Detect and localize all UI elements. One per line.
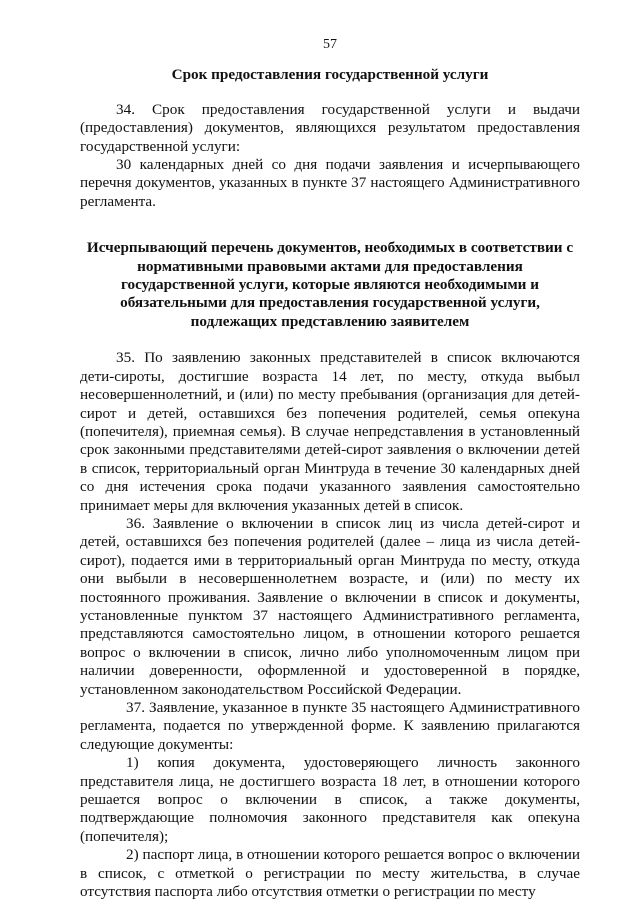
paragraph-35: 35. По заявлению законных представителей в список включаются дети-сироты, достигшие возраста 14 лет, по месту, откуда выбыл несовершеннолетний, и (или) по месту пребывания (организация для детей-сирот и детей, оставшихся без попечения родителей, семья опекуна (попечителя), приемная семья). В случае непредставления в установленный срок законными представителями детей-сирот заявления о включении детей в список, территориальный орган Минтруда в течение 30 календарных дней со дня истечения срока подачи указанного заявления самостоятельно принимает меры для включения указанных детей в список. xyxy=(80,349,580,514)
paragraph-37: 37. Заявление, указанное в пункте 35 настоящего Административного регламента, подается по утвержденной форме. К заявлению прилагаются следующие документы: xyxy=(80,699,580,753)
document-page xyxy=(80,36,580,901)
paragraph-37-item-1: 1) копия документа, удостоверяющего личность законного представителя лица, не достигшего возраста 18 лет, в отношении которого решается вопрос о включении в список, а также документы, подтверждающие полномочия законного представителя как опекуна (попечителя); xyxy=(80,754,580,845)
paragraph-37-item-2: 2) паспорт лица, в отношении которого решается вопрос о включении в список, с отметкой о регистрации по месту жительства, в случае отсутствия паспорта либо отсутствия отметки о регистрации по месту xyxy=(80,846,580,901)
paragraph-36: 36. Заявление о включении в список лиц из числа детей-сирот и детей, оставшихся без попечения родителей (далее – лица из числа детей-сирот), подается ими в территориальный орган Минтруда по месту, откуда они выбыли в несовершеннолетнем возрасте, и (или) по месту их постоянного проживания. Заявление о включении в список и документы, установленные пунктом 37 настоящего Административного регламента, представляются самостоятельно лицом, в отношении которого решается вопрос о включении в список, лично либо уполномоченным лицом при наличии доверенности, оформленной и удостоверенной в порядке, установленном законодательством Российской Федерации. xyxy=(80,514,580,698)
section-heading-documents-list: Исчерпывающий перечень документов, необходимых в соответствии с нормативными правовыми актами для предоставления государственной услуги, которые являются необходимыми и обязательными для предоставления государственной услуги, подлежащих представлению заявителем xyxy=(86,239,574,330)
paragraph-34: 34. Срок предоставления государственной услуги и выдачи (предоставления) документов, являющихся результатом предоставления государственной услуги: xyxy=(80,100,580,155)
paragraph-34-detail: 30 календарных дней со дня подачи заявления и исчерпывающего перечня документов, указанных в пункте 37 настоящего Административного регламента. xyxy=(80,156,580,210)
page-number: 57 xyxy=(323,37,337,52)
section-heading-service-term: Срок предоставления государственной услуги xyxy=(171,66,489,84)
